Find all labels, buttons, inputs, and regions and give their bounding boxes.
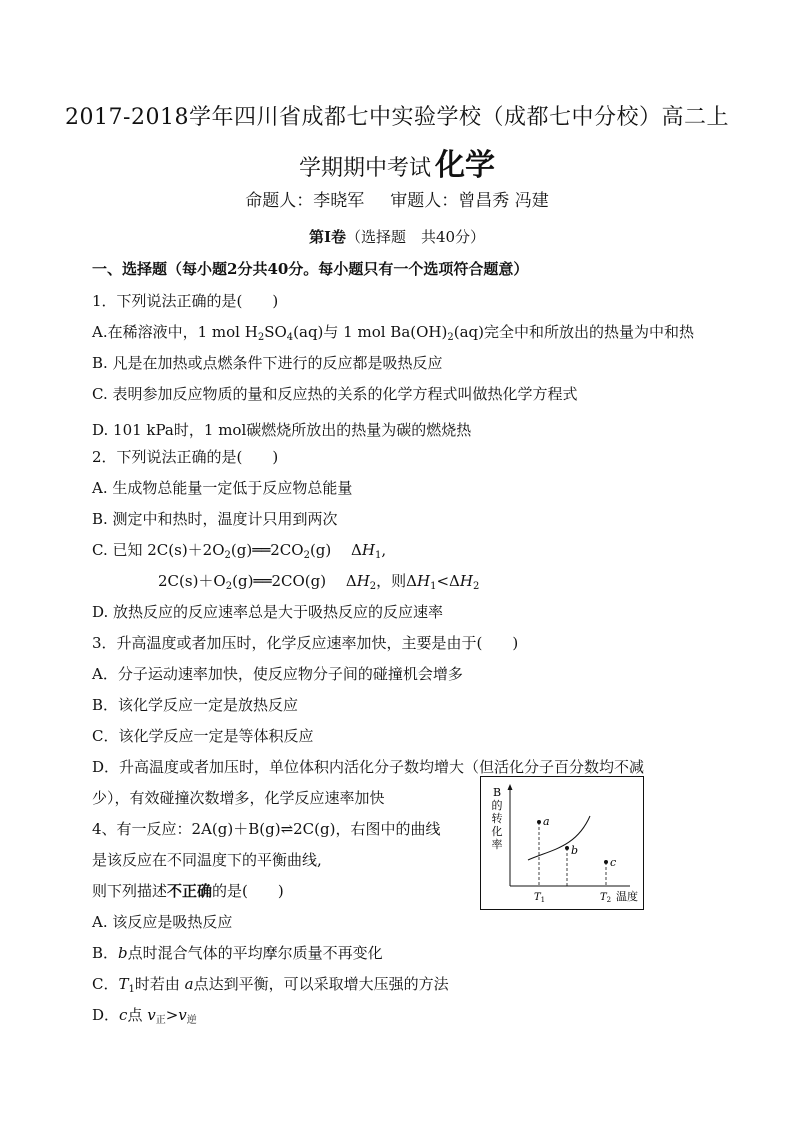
q2-option-a: A. 生成物总能量一定低于反应物总能量	[92, 479, 353, 497]
volume-label: 第Ⅰ卷	[308, 228, 346, 246]
q2-option-d: D. 放热反应的反应速率总是大于吸热反应的反应速率	[92, 603, 444, 621]
exam-subject: 化学	[435, 148, 495, 183]
q4-stem-line3: 则下列描述不正确的是( )	[92, 882, 284, 900]
exam-title-line1: 2017-2018学年四川省成都七中实验学校（成都七中分校）高二上	[65, 105, 729, 130]
q3-option-b: B．该化学反应一定是放热反应	[92, 696, 299, 714]
q1-option-b: B. 凡是在加热或点燃条件下进行的反应都是吸热反应	[92, 354, 443, 372]
point-b	[565, 846, 569, 850]
reviewer-label: 审题人：曾昌秀 冯建	[390, 191, 549, 211]
y-label-char-3: 化	[491, 825, 503, 838]
q4-stem-line2: 是该反应在不同温度下的平衡曲线,	[92, 851, 322, 869]
equilibrium-arrow-icon: ⇌	[280, 820, 294, 838]
q2-option-b: B. 测定中和热时，温度计只用到两次	[92, 510, 338, 528]
exam-authors	[0, 186, 794, 211]
q4-option-c: C．$T_1$时若由 a点达到平衡，可以采取增大压强的方法	[92, 975, 449, 995]
q4-option-a: A. 该反应是吸热反应	[92, 913, 233, 931]
point-c	[604, 860, 608, 864]
q1-option-c: C. 表明参加反应物质的量和反应热的关系的化学方程式叫做热化学方程式	[92, 385, 578, 403]
exam-title-line2	[0, 140, 794, 184]
x-axis-label: 温度	[616, 890, 638, 903]
q3-stem: 3．升高温度或者加压时，化学反应速率加快，主要是由于( )	[92, 634, 519, 652]
q2-option-c-line2: $2C(s)+O_2(g)══2CO(g)$ $\Delta H_2$，则$\Delta H_1<\Delta H_2$	[158, 572, 480, 592]
x-tick-t1: $T_1$	[534, 892, 546, 904]
q1-option-a: A.在稀溶液中，1 mol $H_2SO_4(aq)$与 1 mol $Ba(OH)_2(aq)$完全中和所放出的热量为中和热	[92, 323, 694, 343]
section-heading: 一、选择题（每小题2分共40分。每小题只有一个选项符合题意）	[92, 260, 529, 278]
exam-title-text: 学期期中考试	[298, 156, 431, 181]
q3-option-d-line2: 少），有效碰撞次数增多，化学反应速率加快	[92, 789, 385, 807]
y-label-char-2: 转	[491, 812, 503, 825]
q3-option-d-line1: D．升高温度或者加压时，单位体积内活化分子数均增大（但活化分子百分数均不减	[92, 758, 645, 776]
q1-stem: 1．下列说法正确的是( )	[92, 292, 279, 310]
q4-option-b: B．b点时混合气体的平均摩尔质量不再变化	[92, 944, 383, 962]
q3-option-a: A．分子运动速率加快，使反应物分子间的碰撞机会增多	[92, 665, 463, 683]
x-tick-t2: $T_2$	[600, 892, 612, 904]
q3-option-c: C．该化学反应一定是等体积反应	[92, 727, 314, 745]
point-b-label: b	[571, 844, 579, 857]
q4-option-d: D．c点 $v_正>v_逆$	[92, 1006, 197, 1026]
equilibrium-graph	[480, 776, 644, 910]
y-label-char-0: B	[492, 786, 502, 799]
point-c-label: c	[610, 856, 617, 869]
author-label: 命题人：李晓军	[245, 191, 365, 211]
y-label-char-1: 的	[491, 799, 503, 812]
point-a-label: a	[543, 815, 550, 828]
point-a	[537, 820, 541, 824]
y-label-char-4: 率	[491, 838, 503, 851]
q2-stem: 2．下列说法正确的是( )	[92, 448, 279, 466]
q4-stem-line1: 4、有一反应：2A(g)＋B(g)⇌2C(g)，右图中的曲线	[92, 820, 441, 838]
volume-detail: （选择题 共40分）	[345, 228, 486, 246]
q1-option-d: D. 101 kPa时，1 mol碳燃烧所放出的热量为碳的燃烧热	[92, 421, 472, 439]
q2-option-c-line1: C. 已知 $2C(s)+2O_2(g)══2CO_2(g)$ $\Delta H_1$,	[92, 541, 387, 561]
volume-heading	[0, 226, 794, 247]
q4-emphasis: 不正确	[167, 882, 213, 900]
